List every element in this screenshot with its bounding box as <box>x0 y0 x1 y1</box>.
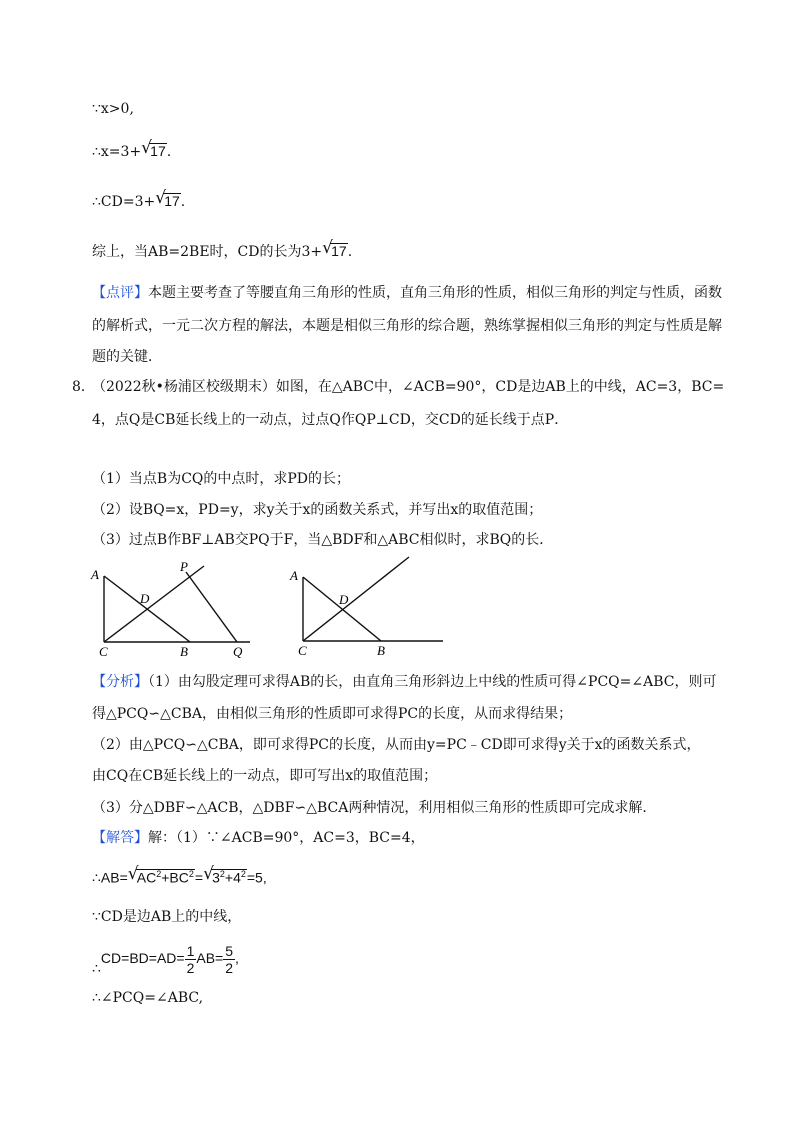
sqrt-17: √ 17 <box>322 238 347 259</box>
line-summary: 综上，当AB=2BE时，CD的长为3+ √ 17. <box>92 238 353 260</box>
sqrt-3-4: √ $3^2+4^2$ <box>203 864 246 886</box>
comment-line-2: 的解析式，一元二次方程的解法，本题是相似三角形的综合题，熟练掌握相似三角形的判定与性质是解 <box>92 318 722 334</box>
label-b: B <box>180 644 188 658</box>
line-cd-value-text: ∴CD=3+ <box>92 194 156 210</box>
fraction-half: $\frac{1}{2}$ <box>186 943 195 976</box>
comment-line-1: 【点评】本题主要考查了等腰直角三角形的性质，直角三角形的性质，相似三角形的判定与性质，函数 <box>92 285 722 301</box>
figure-2 <box>283 555 448 660</box>
problem-stem-1: （2022秋•杨浦区校级期末）如图，在△ABC中，∠ACB=90°，CD是边AB上的中线，AC=3，BC= <box>92 379 725 395</box>
sqrt-ac-bc: √ $AC^2+BC^2$ <box>127 864 194 886</box>
line-x-positive: ∵x>0, <box>92 101 134 117</box>
segment-cd-ray <box>303 557 409 641</box>
sqrt-17: √ 17 <box>141 138 166 159</box>
comment-line-3: 题的关键． <box>92 349 162 365</box>
figure-1 <box>82 558 262 658</box>
label-c: C <box>99 644 108 658</box>
question-2: （2）设BQ=x，PD=y，求y关于x的函数关系式，并写出x的取值范围； <box>92 502 543 518</box>
question-1: （1）当点B为CQ的中点时，求PD的长； <box>92 471 351 487</box>
problem-number: 8． <box>72 379 95 395</box>
analysis-line-5: （3）分△DBF∽△ACB，△DBF∽△BCA两种情况，利用相似三角形的性质即可完成求解． <box>92 800 657 816</box>
label-d: D <box>140 591 150 606</box>
line-cd-value: ∴CD=3+ √ 17. <box>92 188 186 210</box>
segment-pq <box>186 572 237 642</box>
analysis-line-4: 由CQ在CB延长线上的一动点，即可写出x的取值范围； <box>92 768 438 784</box>
label-q: Q <box>233 644 243 658</box>
segment-cp <box>104 566 204 642</box>
question-3: （3）过点B作BF⊥AB交PQ于F，当△BDF和△ABC相似时，求BQ的长． <box>92 532 554 548</box>
analysis-line-2: 得△PCQ∽△CBA，由相似三角形的性质即可求得PC的长度，从而求得结果； <box>92 706 573 722</box>
answer-tag: 【解答】 <box>92 830 148 846</box>
problem-stem-2: 4，点Q是CB延长线上的一动点，过点Q作QP⊥CD，交CD的延长线于点P． <box>92 412 569 428</box>
label-d: D <box>339 592 349 607</box>
analysis-line-1: 【分析】（1）由勾股定理可求得AB的长，由直角三角形斜边上中线的性质可得∠PCQ=∠ABC，则可 <box>92 674 717 690</box>
label-a: A <box>290 568 298 583</box>
sqrt-17: √ 17 <box>155 188 180 209</box>
answer-line-5: ∴∠PCQ=∠ABC, <box>92 990 204 1006</box>
label-b: B <box>377 643 385 658</box>
answer-ab-formula: ∴AB= √ $AC^2+BC^2=$ √ $3^2+4^2=5$, <box>92 864 267 886</box>
answer-line-3: ∵CD是边AB上的中线， <box>92 909 242 925</box>
comment-tag: 【点评】 <box>92 285 148 301</box>
analysis-tag: 【分析】 <box>92 674 148 690</box>
answer-line-1: 【解答】解：（1）∵∠ACB=90°，AC=3，BC=4， <box>92 830 425 846</box>
line-x-value-text: ∴x=3+ <box>92 144 142 160</box>
line-summary-text: 综上，当AB=2BE时，CD的长为3+ <box>92 244 323 260</box>
line-x-value: ∴x=3+ √ 17. <box>92 138 172 160</box>
label-c: C <box>298 643 307 658</box>
fraction-five-halves: $\frac{5}{2}$ <box>225 943 234 976</box>
label-a: A <box>91 567 99 582</box>
label-p: P <box>180 559 188 574</box>
answer-cd-formula: ∴CD=BD=AD= $\frac{1}{2}$ AB= $\frac{5}{2}$ , <box>92 943 239 977</box>
analysis-line-3: （2）由△PCQ∽△CBA，即可求得PC的长度，从而由y=PC﹣CD即可求得y关于x的函数关系式， <box>92 737 701 753</box>
